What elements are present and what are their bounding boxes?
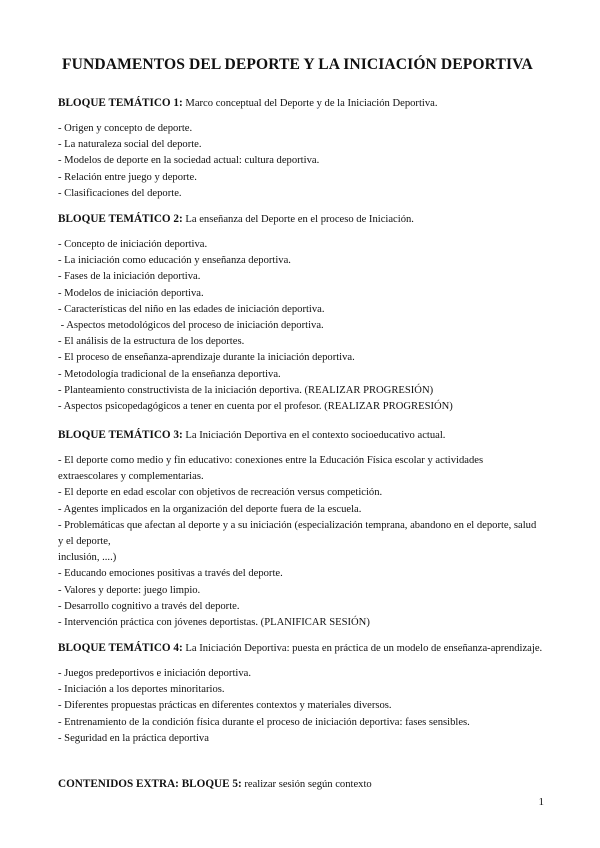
list-item: - Aspectos metodológicos del proceso de iniciación deportiva. [58,320,324,332]
block-title: La Iniciación Deportiva en el contexto socioeducativo actual. [182,430,446,441]
block-heading [58,211,544,228]
list-item: - Concepto de iniciación deportiva. [58,239,208,250]
block-title: La Iniciación Deportiva: puesta en práctica de un modelo de enseñanza-aprendizaje. [182,643,543,654]
list-item: - Diferentes propuestas prácticas en diferentes contextos y materiales diversos. [58,700,392,712]
list-item: - El proceso de enseñanza-aprendizaje durante la iniciación deportiva. [58,352,355,364]
block-5 [58,776,544,802]
list-item: - Características del niño en las edades de iniciación deportiva. [58,303,325,315]
list-item: - Aspectos psicopedagógicos a tener en cuenta por el profesor. (REALIZAR PROGRESIÓN) [58,401,453,413]
block-1 [58,95,544,202]
block-title: realizar sesión según contexto [241,779,372,790]
list-item: - Modelos de iniciación deportiva. [58,287,204,299]
list-item: - Valores y deporte: juego limpio. [58,584,201,596]
list-item: - Desarrollo cognitivo a través del deporte. [58,600,240,612]
list-item: - Juegos predeportivos e iniciación deportiva. [58,668,251,679]
page-title: FUNDAMENTOS DEL DEPORTE Y LA INICIACIÓN DEPORTIVA [62,56,533,73]
list-item: - Modelos de deporte en la sociedad actual: cultura deportiva. [58,155,320,167]
block-4 [58,640,544,747]
list-item: - El análisis de la estructura de los deportes. [58,336,245,348]
list-item: - Entrenamiento de la condición física durante el proceso de iniciación deportiva: fases sensibles. [58,716,470,728]
list-item: inclusión, ....) [58,552,117,564]
block-heading [58,427,544,444]
list-item: - Agentes implicados en la organización del deporte fuera de la escuela. [58,503,362,515]
list-item: - La naturaleza social del deporte. [58,139,202,151]
block-label: BLOQUE TEMÁTICO 3: [58,429,183,441]
list-item: - Relación entre juego y deporte. [58,171,197,183]
block-label: BLOQUE TEMÁTICO 1: [58,97,183,109]
list-item: - Fases de la iniciación deportiva. [58,271,201,283]
block-heading [58,776,544,793]
list-item: - Educando emociones positivas a través del deporte. [58,568,283,580]
list-item: - Intervención práctica con jóvenes deportistas. (PLANIFICAR SESIÓN) [58,617,370,629]
list-item: - Iniciación a los deportes minoritarios. [58,684,225,696]
list-item: - Seguridad en la práctica deportiva [58,732,209,744]
page-number: 1 [538,796,544,808]
block-title: Marco conceptual del Deporte y de la Iniciación Deportiva. [182,98,438,109]
block-heading [58,95,544,112]
list-item: - Origen y concepto de deporte. [58,123,193,134]
block-label: BLOQUE TEMÁTICO 4: [58,642,183,654]
list-item: - El deporte en edad escolar con objetivos de recreación versus competición. [58,487,383,499]
block-label: BLOQUE TEMÁTICO 2: [58,213,183,225]
list-item: - Problemáticas que afectan al deporte y a su iniciación (especialización temprana, abandono en el deporte, salud y el deporte, [58,519,539,548]
block-2 [58,211,544,415]
block-title: La enseñanza del Deporte en el proceso de Iniciación. [182,214,414,225]
list-item: - Planteamiento constructivista de la iniciación deportiva. (REALIZAR PROGRESIÓN) [58,384,434,396]
list-item: - Metodología tradicional de la enseñanza deportiva. [58,368,281,380]
block-label: CONTENIDOS EXTRA: BLOQUE 5: [58,778,242,790]
list-item: - El deporte como medio y fin educativo: conexiones entre la Educación Física escolar y actividades extraescolares y complementarias. [58,455,486,483]
block-heading [58,640,544,657]
list-item: - Clasificaciones del deporte. [58,187,182,199]
list-item: - La iniciación como educación y enseñanza deportiva. [58,255,291,267]
block-3 [58,427,544,631]
